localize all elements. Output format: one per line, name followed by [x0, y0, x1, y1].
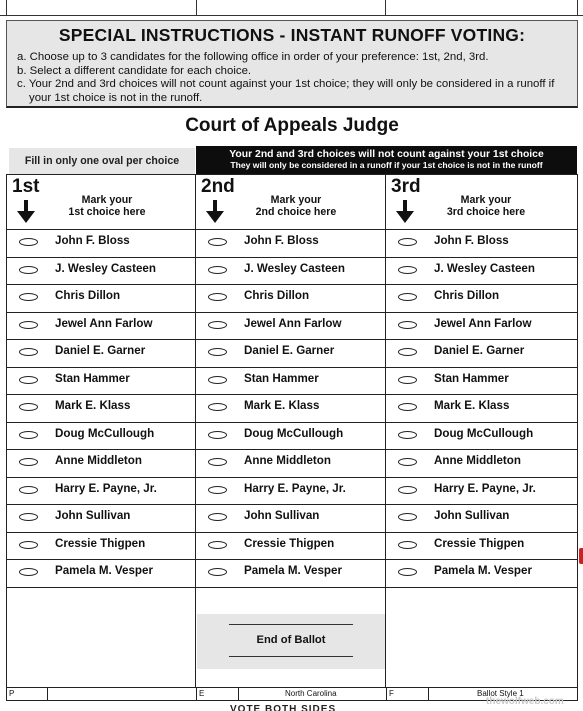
- instruction-c: c. Your 2nd and 3rd choices will not count against your 1st choice; they will only be considered in a runoff if: [17, 78, 555, 90]
- edge-mark: [579, 548, 583, 564]
- candidate-name: Pamela M. Vesper: [55, 564, 153, 577]
- margin-tick: [196, 0, 197, 16]
- mark-line2: 2nd choice here: [255, 206, 337, 218]
- vote-oval[interactable]: [208, 376, 227, 384]
- choice-hint-banner: [196, 146, 577, 174]
- candidate-name: Jewel Ann Farlow: [244, 316, 342, 330]
- vote-oval[interactable]: [19, 293, 38, 301]
- special-instructions-box: [6, 20, 578, 108]
- vote-oval[interactable]: [208, 348, 227, 356]
- candidate-choice-2[interactable]: [196, 339, 384, 366]
- office-title: Court of Appeals Judge: [185, 115, 399, 136]
- vote-oval[interactable]: [398, 348, 417, 356]
- candidate-name: Stan Hammer: [55, 371, 130, 385]
- candidate-choice-1[interactable]: [7, 312, 195, 339]
- vote-oval[interactable]: [208, 486, 227, 494]
- candidate-choice-1[interactable]: [7, 477, 195, 504]
- column-header-3: [386, 176, 574, 230]
- footer-divider: [386, 688, 387, 701]
- down-arrow-icon: [206, 200, 224, 224]
- end-rule-top: [229, 624, 353, 625]
- vote-oval[interactable]: [19, 348, 38, 356]
- footer-code-mid: E: [199, 689, 205, 698]
- candidate-choice-3[interactable]: [386, 339, 574, 366]
- candidate-choice-1[interactable]: [7, 284, 195, 311]
- candidate-name: John F. Bloss: [434, 234, 509, 247]
- candidate-choice-3[interactable]: [386, 532, 574, 559]
- vote-oval[interactable]: [398, 321, 417, 329]
- mark-instruction: [236, 194, 356, 218]
- candidate-name: Harry E. Payne, Jr.: [434, 481, 536, 495]
- candidate-choice-3[interactable]: [386, 449, 574, 476]
- candidate-choice-2[interactable]: [196, 477, 384, 504]
- candidate-name: Daniel E. Garner: [434, 344, 525, 357]
- candidate-name: Anne Middleton: [55, 454, 142, 467]
- candidate-name: Harry E. Payne, Jr.: [244, 481, 346, 495]
- candidate-choice-2[interactable]: [196, 504, 384, 531]
- candidate-name: Chris Dillon: [434, 289, 500, 302]
- mark-line1: Mark your: [460, 194, 512, 206]
- vote-oval[interactable]: [19, 266, 38, 274]
- vote-oval[interactable]: [208, 266, 227, 274]
- end-rule-bottom: [229, 656, 353, 657]
- candidate-choice-3[interactable]: [386, 229, 574, 256]
- candidate-name: Jewel Ann Farlow: [434, 316, 532, 330]
- candidate-name: Daniel E. Garner: [55, 344, 146, 357]
- vote-oval[interactable]: [398, 238, 417, 246]
- vote-oval[interactable]: [19, 458, 38, 466]
- footer-divider: [238, 688, 239, 701]
- vote-oval[interactable]: [19, 486, 38, 494]
- mark-instruction: [426, 194, 546, 218]
- candidate-name: Mark E. Klass: [244, 399, 320, 412]
- candidate-choice-3[interactable]: [386, 257, 574, 284]
- vote-oval[interactable]: [398, 266, 417, 274]
- candidate-choice-3[interactable]: [386, 284, 574, 311]
- watermark: thewolfweb.com: [486, 696, 564, 707]
- vote-oval[interactable]: [19, 568, 38, 576]
- instruction-b: b. Select a different candidate for each choice.: [17, 64, 252, 77]
- down-arrow-icon: [396, 200, 414, 224]
- candidate-choice-1[interactable]: [7, 532, 195, 559]
- vote-oval[interactable]: [208, 568, 227, 576]
- candidate-choice-3[interactable]: [386, 477, 574, 504]
- instruction-a: a. Choose up to 3 candidates for the following office in order of your preference: 1st, 2nd, 3rd.: [17, 51, 489, 63]
- row-divider: [7, 587, 577, 588]
- candidate-choice-1[interactable]: [7, 229, 195, 256]
- down-arrow-icon: [17, 200, 35, 224]
- footer-code-right: F: [389, 689, 394, 698]
- candidate-name: John F. Bloss: [244, 234, 319, 247]
- candidate-name: Cressie Thigpen: [55, 536, 146, 550]
- candidate-choice-2[interactable]: [196, 532, 384, 559]
- vote-oval[interactable]: [208, 431, 227, 439]
- candidate-name: Cressie Thigpen: [434, 536, 525, 550]
- candidate-choice-3[interactable]: [386, 312, 574, 339]
- vote-oval[interactable]: [398, 486, 417, 494]
- vote-oval[interactable]: [398, 568, 417, 576]
- vote-oval[interactable]: [19, 403, 38, 411]
- choice-hint-line1: Your 2nd and 3rd choices will not count against your 1st choice: [229, 149, 544, 160]
- candidate-choice-3[interactable]: [386, 559, 574, 586]
- vote-both-sides-note: VOTE BOTH SIDES: [230, 704, 337, 711]
- margin-tick: [6, 0, 7, 16]
- choice-hint-line2: They will only be considered in a runoff if your 1st choice is not in the runoff: [230, 160, 543, 170]
- candidate-choice-1[interactable]: [7, 257, 195, 284]
- candidate-name: Chris Dillon: [55, 289, 121, 302]
- top-margin-strip: [0, 0, 583, 16]
- vote-oval[interactable]: [398, 403, 417, 411]
- candidate-name: Anne Middleton: [244, 454, 331, 467]
- candidate-name: Daniel E. Garner: [244, 344, 335, 357]
- candidate-name: Mark E. Klass: [55, 399, 131, 412]
- candidate-name: Stan Hammer: [434, 371, 509, 385]
- candidate-choice-1[interactable]: [7, 339, 195, 366]
- vote-oval[interactable]: [19, 431, 38, 439]
- candidate-name: Jewel Ann Farlow: [55, 316, 153, 330]
- candidate-name: Harry E. Payne, Jr.: [55, 481, 157, 495]
- candidate-choice-2[interactable]: [196, 559, 384, 586]
- footer-code-left: P: [9, 689, 15, 698]
- vote-oval[interactable]: [398, 458, 417, 466]
- mark-line1: Mark your: [81, 194, 133, 206]
- candidate-name: Anne Middleton: [434, 454, 521, 467]
- vote-oval[interactable]: [208, 403, 227, 411]
- footer-divider: [196, 688, 197, 701]
- instructions-title: SPECIAL INSTRUCTIONS - INSTANT RUNOFF VOTING:: [58, 25, 526, 45]
- vote-oval[interactable]: [19, 376, 38, 384]
- candidate-choice-1[interactable]: [7, 422, 195, 449]
- mark-line2: 1st choice here: [68, 206, 146, 218]
- candidate-name: Pamela M. Vesper: [244, 564, 342, 577]
- candidate-name: J. Wesley Casteen: [434, 261, 535, 275]
- candidate-name: J. Wesley Casteen: [244, 261, 345, 275]
- candidate-name: John F. Bloss: [55, 234, 130, 247]
- vote-oval[interactable]: [398, 293, 417, 301]
- vote-oval[interactable]: [398, 541, 417, 549]
- candidate-choice-3[interactable]: [386, 394, 574, 421]
- candidate-choice-2[interactable]: [196, 394, 384, 421]
- candidate-name: John Sullivan: [55, 509, 131, 522]
- footer-state: North Carolina: [285, 689, 337, 698]
- vote-oval[interactable]: [398, 431, 417, 439]
- fill-hint: Fill in only one oval per choice: [9, 148, 195, 174]
- vote-oval[interactable]: [208, 238, 227, 246]
- candidate-choice-2[interactable]: [196, 229, 384, 256]
- mark-line2: 3rd choice here: [446, 206, 526, 218]
- candidate-name: Mark E. Klass: [434, 399, 510, 412]
- candidate-choice-1[interactable]: [7, 394, 195, 421]
- margin-tick: [577, 0, 578, 16]
- margin-tick: [385, 0, 386, 16]
- candidate-choice-2[interactable]: [196, 367, 384, 394]
- vote-oval[interactable]: [398, 513, 417, 521]
- candidate-name: Doug McCullough: [55, 426, 155, 440]
- vote-oval[interactable]: [208, 458, 227, 466]
- candidate-name: Doug McCullough: [434, 426, 534, 440]
- vote-oval[interactable]: [19, 541, 38, 549]
- column-header-1: [7, 176, 195, 230]
- candidate-name: Pamela M. Vesper: [434, 564, 532, 577]
- candidate-choice-3[interactable]: [386, 422, 574, 449]
- candidate-choice-1[interactable]: [7, 367, 195, 394]
- vote-oval[interactable]: [208, 541, 227, 549]
- end-of-ballot-label: End of Ballot: [256, 634, 326, 646]
- column-header-2: [196, 176, 384, 230]
- candidate-choice-1[interactable]: [7, 559, 195, 586]
- candidate-choice-2[interactable]: [196, 312, 384, 339]
- end-of-ballot-box: [197, 614, 385, 669]
- candidate-name: Stan Hammer: [244, 371, 319, 385]
- vote-oval[interactable]: [208, 293, 227, 301]
- vote-oval[interactable]: [208, 321, 227, 329]
- candidate-choice-2[interactable]: [196, 284, 384, 311]
- candidate-choice-1[interactable]: [7, 449, 195, 476]
- rank-label: 2nd: [201, 176, 235, 197]
- mark-line1: Mark your: [270, 194, 322, 206]
- vote-oval[interactable]: [19, 513, 38, 521]
- candidate-name: Doug McCullough: [244, 426, 344, 440]
- rank-label: 1st: [12, 176, 40, 197]
- footer-ballot-style: Ballot Style 1: [477, 689, 524, 698]
- candidate-name: J. Wesley Casteen: [55, 261, 156, 275]
- vote-oval[interactable]: [398, 376, 417, 384]
- candidate-name: John Sullivan: [244, 509, 320, 522]
- vote-oval[interactable]: [19, 321, 38, 329]
- candidate-choice-3[interactable]: [386, 367, 574, 394]
- candidate-choice-1[interactable]: [7, 504, 195, 531]
- footer-divider: [47, 688, 48, 701]
- candidate-choice-2[interactable]: [196, 257, 384, 284]
- footer-divider: [428, 688, 429, 701]
- candidate-choice-2[interactable]: [196, 449, 384, 476]
- vote-oval[interactable]: [208, 513, 227, 521]
- rank-label: 3rd: [391, 176, 421, 197]
- instruction-c-continued: your 1st choice is not in the runoff.: [29, 91, 203, 104]
- candidate-choice-2[interactable]: [196, 422, 384, 449]
- mark-instruction: [47, 194, 167, 218]
- candidate-choice-3[interactable]: [386, 504, 574, 531]
- candidate-name: John Sullivan: [434, 509, 510, 522]
- candidate-name: Chris Dillon: [244, 289, 310, 302]
- candidate-name: Cressie Thigpen: [244, 536, 335, 550]
- vote-oval[interactable]: [19, 238, 38, 246]
